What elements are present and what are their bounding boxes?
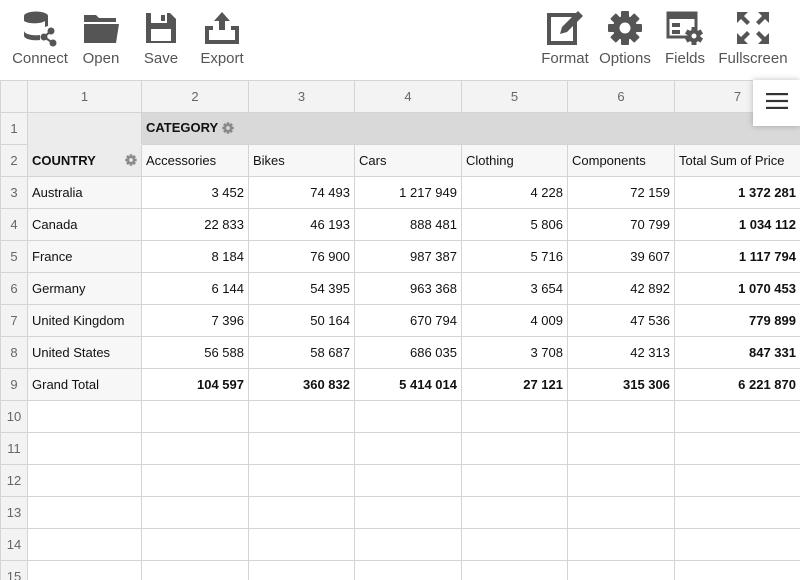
table-row: [1, 113, 800, 145]
empty-cell[interactable]: [142, 465, 249, 497]
empty-cell[interactable]: [142, 529, 249, 561]
table-row: [1, 305, 800, 337]
empty-cell[interactable]: [28, 497, 142, 529]
country-member-cell[interactable]: United States: [28, 337, 142, 369]
value-cell[interactable]: 7 396: [142, 305, 249, 337]
row-number[interactable]: 13: [1, 497, 28, 529]
empty-row: [1, 433, 800, 465]
toolbar: [0, 0, 800, 80]
empty-cell[interactable]: [28, 529, 142, 561]
row-number[interactable]: 5: [1, 241, 28, 273]
empty-row: [1, 561, 800, 580]
empty-cell[interactable]: [355, 401, 462, 433]
empty-cell[interactable]: [462, 529, 568, 561]
empty-cell[interactable]: [675, 561, 800, 580]
empty-cell[interactable]: [675, 433, 800, 465]
column-number[interactable]: 6: [568, 81, 675, 113]
value-cell[interactable]: 4 228: [462, 177, 568, 209]
connect-label: Connect: [12, 50, 68, 67]
empty-cell[interactable]: [142, 433, 249, 465]
value-cell[interactable]: 4 009: [462, 305, 568, 337]
total-header-cell[interactable]: Total Sum of Price: [675, 145, 800, 177]
empty-header-cell: [28, 113, 142, 145]
empty-cell[interactable]: [142, 561, 249, 580]
total-cell[interactable]: 1 034 112: [675, 209, 800, 241]
value-cell[interactable]: 8 184: [142, 241, 249, 273]
table-row: [1, 209, 800, 241]
hamburger-menu-icon: [766, 93, 788, 114]
value-cell[interactable]: 42 892: [568, 273, 675, 305]
empty-cell[interactable]: [249, 561, 355, 580]
options-label: Options: [599, 50, 651, 67]
empty-row: [1, 465, 800, 497]
grand-total-cell[interactable]: 104 597: [142, 369, 249, 401]
empty-cell[interactable]: [462, 433, 568, 465]
total-cell[interactable]: 779 899: [675, 305, 800, 337]
empty-cell[interactable]: [355, 561, 462, 580]
value-cell[interactable]: 74 493: [249, 177, 355, 209]
category-header-label: CATEGORY: [146, 120, 218, 136]
empty-cell[interactable]: [568, 529, 675, 561]
country-member-cell[interactable]: Canada: [28, 209, 142, 241]
country-member-cell[interactable]: United Kingdom: [28, 305, 142, 337]
row-number[interactable]: 6: [1, 273, 28, 305]
category-member-cell[interactable]: Accessories: [142, 145, 249, 177]
grand-total-cell[interactable]: 5 414 014: [355, 369, 462, 401]
empty-cell[interactable]: [568, 497, 675, 529]
total-cell[interactable]: 1 372 281: [675, 177, 800, 209]
column-number[interactable]: 2: [142, 81, 249, 113]
empty-cell[interactable]: [142, 497, 249, 529]
gear-icon[interactable]: [125, 154, 137, 169]
row-number[interactable]: 3: [1, 177, 28, 209]
empty-cell[interactable]: [355, 433, 462, 465]
empty-cell[interactable]: [28, 561, 142, 580]
floppy-save-icon: [141, 8, 181, 48]
open-label: Open: [82, 50, 120, 67]
value-cell[interactable]: 987 387: [355, 241, 462, 273]
value-cell[interactable]: 670 794: [355, 305, 462, 337]
value-cell[interactable]: 686 035: [355, 337, 462, 369]
corner-cell: [1, 81, 28, 113]
fullscreen-label: Fullscreen: [718, 50, 788, 67]
empty-row: [1, 401, 800, 433]
row-number[interactable]: 1: [1, 113, 28, 145]
format-edit-icon: [545, 8, 585, 48]
empty-cell[interactable]: [568, 465, 675, 497]
fields-button[interactable]: [662, 0, 708, 80]
value-cell[interactable]: 39 607: [568, 241, 675, 273]
empty-cell[interactable]: [675, 401, 800, 433]
row-number[interactable]: 9: [1, 369, 28, 401]
row-number[interactable]: 10: [1, 401, 28, 433]
value-cell[interactable]: 47 536: [568, 305, 675, 337]
export-button[interactable]: [196, 0, 248, 80]
category-member-cell[interactable]: Cars: [355, 145, 462, 177]
empty-cell[interactable]: [249, 401, 355, 433]
folder-open-icon: [81, 8, 121, 48]
grand-total-row: [1, 369, 800, 401]
row-number[interactable]: 11: [1, 433, 28, 465]
empty-cell[interactable]: [28, 401, 142, 433]
empty-cell[interactable]: [355, 529, 462, 561]
grand-total-cell[interactable]: 27 121: [462, 369, 568, 401]
value-cell[interactable]: 888 481: [355, 209, 462, 241]
row-number[interactable]: 8: [1, 337, 28, 369]
empty-cell[interactable]: [462, 401, 568, 433]
pivot-grid: [0, 80, 800, 580]
country-header-label: COUNTRY: [32, 152, 96, 168]
value-cell[interactable]: 6 144: [142, 273, 249, 305]
column-number[interactable]: 5: [462, 81, 568, 113]
options-button[interactable]: [598, 0, 652, 80]
category-member-cell[interactable]: Clothing: [462, 145, 568, 177]
gear-icon[interactable]: [222, 122, 234, 137]
column-number[interactable]: 1: [28, 81, 142, 113]
empty-cell[interactable]: [462, 497, 568, 529]
open-button[interactable]: [78, 0, 124, 80]
fullscreen-expand-icon: [733, 8, 773, 48]
save-button[interactable]: [138, 0, 184, 80]
category-member-cell[interactable]: Components: [568, 145, 675, 177]
empty-cell[interactable]: [568, 401, 675, 433]
empty-cell[interactable]: [142, 401, 249, 433]
table-row: [1, 145, 800, 177]
format-button[interactable]: [538, 0, 592, 80]
empty-cell[interactable]: [675, 465, 800, 497]
value-cell[interactable]: 58 687: [249, 337, 355, 369]
category-member-cell[interactable]: Bikes: [249, 145, 355, 177]
empty-row: [1, 529, 800, 561]
fields-grid-icon: [665, 8, 705, 48]
pivot-table: [0, 80, 800, 580]
empty-row: [1, 497, 800, 529]
empty-cell[interactable]: [462, 465, 568, 497]
value-cell[interactable]: 50 164: [249, 305, 355, 337]
empty-cell[interactable]: [249, 433, 355, 465]
value-cell[interactable]: 42 313: [568, 337, 675, 369]
column-number[interactable]: 7: [675, 81, 800, 113]
value-cell[interactable]: 22 833: [142, 209, 249, 241]
grand-total-cell[interactable]: 6 221 870: [675, 369, 800, 401]
empty-cell[interactable]: [249, 497, 355, 529]
row-number[interactable]: 2: [1, 145, 28, 177]
country-member-cell[interactable]: France: [28, 241, 142, 273]
table-row: [1, 337, 800, 369]
value-cell[interactable]: 3 708: [462, 337, 568, 369]
value-cell[interactable]: 76 900: [249, 241, 355, 273]
empty-cell[interactable]: [568, 433, 675, 465]
value-cell[interactable]: 3 452: [142, 177, 249, 209]
connect-button[interactable]: [10, 0, 70, 80]
empty-cell[interactable]: [355, 465, 462, 497]
empty-cell[interactable]: [675, 497, 800, 529]
database-connect-icon: [20, 8, 60, 48]
value-cell[interactable]: 5 806: [462, 209, 568, 241]
value-cell[interactable]: 72 159: [568, 177, 675, 209]
table-row: [1, 273, 800, 305]
value-cell[interactable]: 56 588: [142, 337, 249, 369]
value-cell[interactable]: 1 217 949: [355, 177, 462, 209]
table-row: [1, 177, 800, 209]
value-cell[interactable]: 3 654: [462, 273, 568, 305]
empty-cell[interactable]: [28, 465, 142, 497]
export-label: Export: [200, 50, 244, 67]
row-number[interactable]: 15: [1, 561, 28, 580]
country-header-cell[interactable]: [28, 145, 142, 177]
export-upload-icon: [202, 8, 242, 48]
row-number[interactable]: 12: [1, 465, 28, 497]
country-member-cell[interactable]: Australia: [28, 177, 142, 209]
row-number[interactable]: 14: [1, 529, 28, 561]
grand-total-cell[interactable]: 360 832: [249, 369, 355, 401]
row-number[interactable]: 4: [1, 209, 28, 241]
empty-cell[interactable]: [249, 529, 355, 561]
empty-cell[interactable]: [249, 465, 355, 497]
value-cell[interactable]: 5 716: [462, 241, 568, 273]
value-cell[interactable]: 70 799: [568, 209, 675, 241]
empty-cell[interactable]: [568, 561, 675, 580]
column-number[interactable]: 3: [249, 81, 355, 113]
empty-cell[interactable]: [675, 529, 800, 561]
total-cell[interactable]: 847 331: [675, 337, 800, 369]
value-cell[interactable]: 54 395: [249, 273, 355, 305]
total-cell[interactable]: 1 117 794: [675, 241, 800, 273]
column-header-row: [1, 81, 800, 113]
format-label: Format: [541, 50, 589, 67]
gear-icon: [605, 8, 645, 48]
hamburger-menu-button[interactable]: [753, 80, 800, 126]
category-header-cell[interactable]: [142, 113, 800, 145]
row-number[interactable]: 7: [1, 305, 28, 337]
country-member-cell[interactable]: Germany: [28, 273, 142, 305]
empty-cell[interactable]: [355, 497, 462, 529]
empty-cell[interactable]: [462, 561, 568, 580]
grand-total-cell[interactable]: 315 306: [568, 369, 675, 401]
save-label: Save: [143, 50, 179, 67]
table-row: [1, 241, 800, 273]
fields-label: Fields: [664, 50, 705, 67]
fullscreen-button[interactable]: [716, 0, 790, 80]
column-number[interactable]: 4: [355, 81, 462, 113]
total-cell[interactable]: 1 070 453: [675, 273, 800, 305]
grand-total-label[interactable]: Grand Total: [28, 369, 142, 401]
empty-cell[interactable]: [28, 433, 142, 465]
value-cell[interactable]: 963 368: [355, 273, 462, 305]
value-cell[interactable]: 46 193: [249, 209, 355, 241]
